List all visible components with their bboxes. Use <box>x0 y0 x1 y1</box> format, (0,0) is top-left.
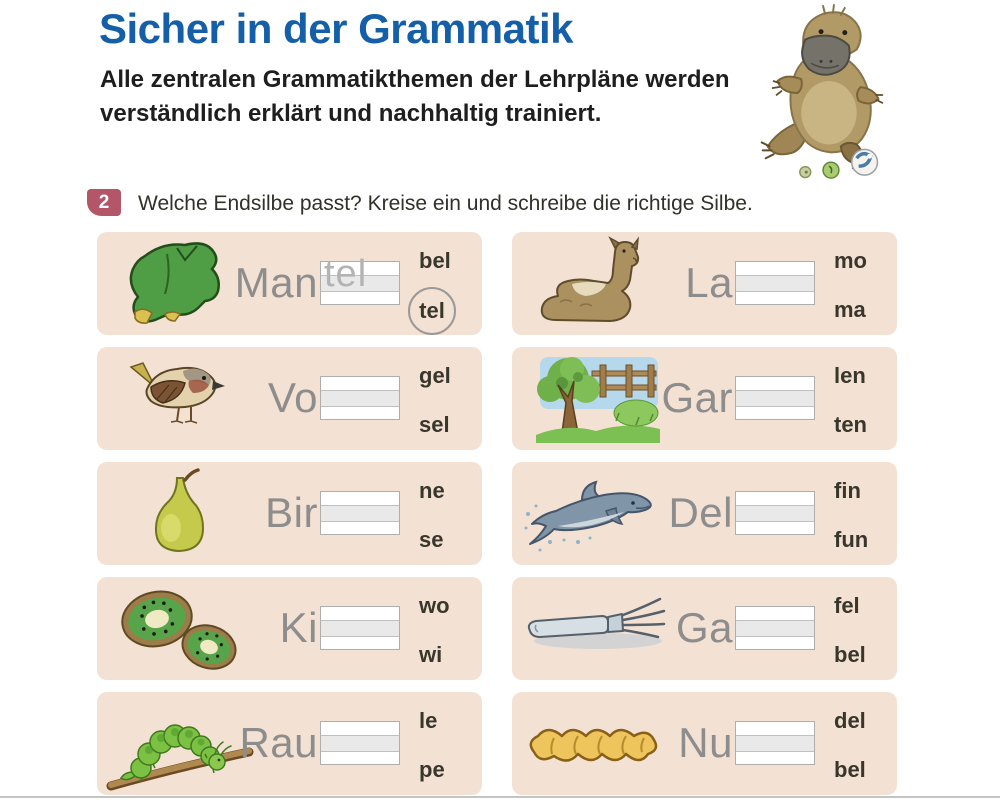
syllable-option-top[interactable]: gel <box>419 363 451 388</box>
exercise-card-kiwi <box>97 577 482 680</box>
page-bottom-rule <box>0 796 1000 798</box>
kiwi-fruit-illustration <box>105 581 255 676</box>
syllable-option-top[interactable]: len <box>834 363 866 388</box>
exercise-card-delfin <box>512 462 897 565</box>
llama-illustration <box>520 236 670 331</box>
word-stem: Bir <box>265 489 318 536</box>
word-stem: Rau <box>239 719 318 766</box>
syllable-option-top[interactable]: ne <box>419 478 445 503</box>
writing-midline <box>736 735 814 752</box>
writing-lines-field[interactable] <box>320 253 400 305</box>
word-stem: Ga <box>675 604 733 651</box>
word-stem: Nu <box>678 719 733 766</box>
syllable-option-top[interactable]: del <box>834 708 866 733</box>
writing-midline <box>736 390 814 407</box>
writing-midline <box>321 390 399 407</box>
noodle-illustration <box>520 696 670 791</box>
syllable-option-bottom[interactable]: fun <box>834 527 869 552</box>
exercise-card-vogel <box>97 347 482 450</box>
writing-midline <box>321 735 399 752</box>
word-stem: La <box>685 259 733 306</box>
writing-lines-field[interactable] <box>735 376 815 420</box>
writing-lines-field[interactable] <box>320 491 400 535</box>
writing-lines-field[interactable] <box>735 721 815 765</box>
exercise-card-garten <box>512 347 897 450</box>
writing-lines-field[interactable] <box>735 491 815 535</box>
writing-midline <box>321 620 399 637</box>
page-subtitle: Alle zentralen Grammatikthemen der Lehrpläne werden verständlich erklärt und nachhaltig trainiert. <box>100 66 730 127</box>
green-coat-illustration <box>105 236 255 331</box>
exercise-instruction: Welche Endsilbe passt? Kreise ein und schreibe die richtige Silbe. <box>138 192 753 215</box>
writing-midline <box>736 505 814 522</box>
writing-midline <box>736 620 814 637</box>
syllable-option-top[interactable]: le <box>419 708 438 733</box>
sparrow-bird-illustration <box>105 351 255 446</box>
writing-lines-field[interactable] <box>320 376 400 420</box>
syllable-option-top[interactable]: bel <box>419 248 451 273</box>
syllable-option-bottom[interactable]: ten <box>834 412 867 437</box>
dolphin-illustration <box>520 466 670 561</box>
syllable-option-bottom[interactable]: wi <box>419 642 443 667</box>
exercise-card-nudel <box>512 692 897 795</box>
page-title: Sicher in der Grammatik <box>99 5 574 52</box>
writing-lines-field[interactable] <box>320 721 400 765</box>
exercise-card-gabel <box>512 577 897 680</box>
writing-lines-field[interactable] <box>735 606 815 650</box>
syllable-option-bottom[interactable]: pe <box>419 757 445 782</box>
syllable-option-bottom[interactable]: sel <box>419 412 450 437</box>
platypus-with-marbles-illustration <box>742 2 914 182</box>
writing-midline <box>736 275 814 292</box>
syllable-option-circled[interactable]: tel <box>408 287 456 335</box>
syllable-option-bottom[interactable]: se <box>419 527 444 552</box>
word-stem: Del <box>668 489 733 536</box>
word-stem: Vo <box>267 374 318 421</box>
word-stem: Man <box>234 259 318 306</box>
fork-illustration <box>520 581 670 676</box>
syllable-option-top[interactable]: fin <box>834 478 861 503</box>
exercise-card-lama <box>512 232 897 335</box>
exercise-card-mantel <box>97 232 482 335</box>
exercise-number-badge: 2 <box>87 189 121 216</box>
exercise-card-grid <box>97 232 897 795</box>
pear-illustration <box>105 466 255 561</box>
exercise-card-raupe <box>97 692 482 795</box>
writing-midline <box>321 505 399 522</box>
exercise-card-birne <box>97 462 482 565</box>
syllable-option-bottom[interactable]: bel <box>834 757 866 782</box>
writing-lines-field[interactable] <box>735 261 815 305</box>
written-syllable: tel <box>324 253 368 295</box>
syllable-option-top[interactable]: mo <box>834 248 867 273</box>
writing-lines-field[interactable] <box>320 606 400 650</box>
syllable-option-bottom[interactable]: bel <box>834 642 866 667</box>
syllable-option-bottom[interactable]: ma <box>834 297 866 322</box>
syllable-option-top[interactable]: fel <box>834 593 860 618</box>
garden-tree-fence-illustration <box>520 351 670 446</box>
word-stem: Ki <box>279 604 318 651</box>
word-stem: Gar <box>661 374 733 421</box>
caterpillar-illustration <box>105 696 255 791</box>
syllable-option-top[interactable]: wo <box>419 593 450 618</box>
